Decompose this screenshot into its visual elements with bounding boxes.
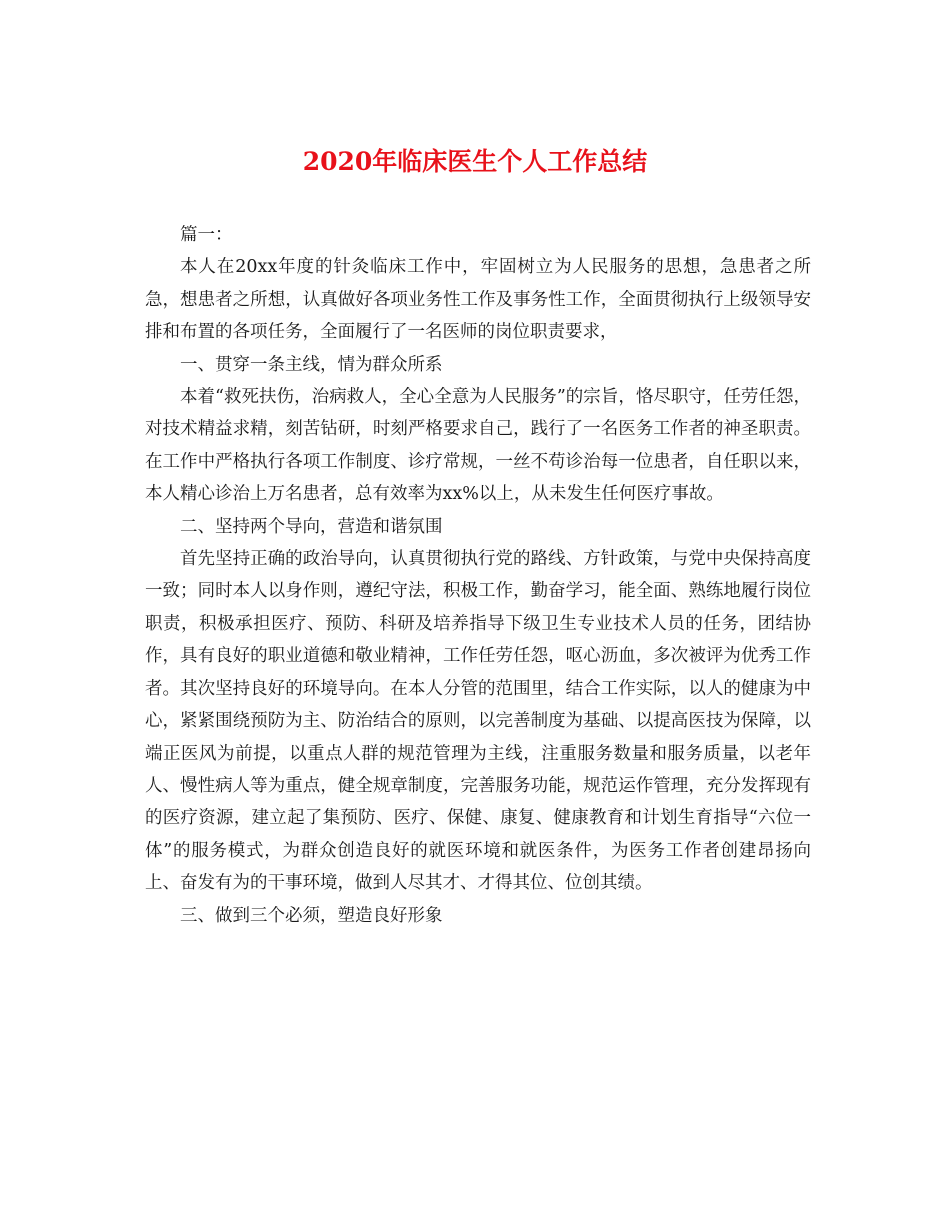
section-heading-1: 一、贯穿一条主线，情为群众所系 bbox=[180, 354, 443, 375]
document-body bbox=[145, 219, 811, 932]
section-heading-2: 二、坚持两个导向，营造和谐氛围 bbox=[180, 516, 443, 537]
section-1-paragraph: 本着“救死扶伤，治病救人，全心全意为人民服务”的宗旨，恪尽职守，任劳任怨，对技术精益求精，刻苦钻研，时刻严格要求自己，践行了一名医务工作者的神圣职责。在工作中严格执行各项工作制度、诊疗常规，一丝不苟诊治每一位患者，自任职以来，本人精心诊治上万名患者，总有效率为xx%以上，从未发生任何医疗事故。 bbox=[145, 387, 811, 505]
section-heading-3: 三、做到三个必须，塑造良好形象 bbox=[180, 905, 443, 926]
document-title: 2020年临床医生个人工作总结 bbox=[302, 147, 648, 176]
section-label-pian-yi: 篇一： bbox=[180, 225, 233, 245]
intro-paragraph: 本人在20xx年度的针灸临床工作中，牢固树立为人民服务的思想，急患者之所急，想患者之所想，认真做好各项业务性工作及事务性工作，全面贯彻执行上级领导安排和布置的各项任务，全面履行了一名医师的岗位职责要求， bbox=[145, 257, 811, 343]
section-2-paragraph: 首先坚持正确的政治导向，认真贯彻执行党的路线、方针政策，与党中央保持高度一致；同时本人以身作则，遵纪守法，积极工作，勤奋学习，能全面、熟练地履行岗位职责，积极承担医疗、预防、科研及培养指导下级卫生专业技术人员的任务，团结协作，具有良好的职业道德和敬业精神，工作任劳任怨，呕心沥血，多次被评为优秀工作者。其次坚持良好的环境导向。在本人分管的范围里，结合工作实际，以人的健康为中心，紧紧围绕预防为主、防治结合的原则，以完善制度为基础、以提高医技为保障，以端正医风为前提，以重点人群的规范管理为主线，注重服务数量和服务质量，以老年人、慢性病人等为重点，健全规章制度，完善服务功能，规范运作管理，充分发挥现有的医疗资源，建立起了集预防、医疗、保健、康复、健康教育和计划生育指导“六位一体”的服务模式，为群众创造良好的就医环境和就医条件，为医务工作者创建昂扬向上、奋发有为的干事环境，做到人尽其才、才得其位、位创其绩。 bbox=[145, 549, 811, 894]
